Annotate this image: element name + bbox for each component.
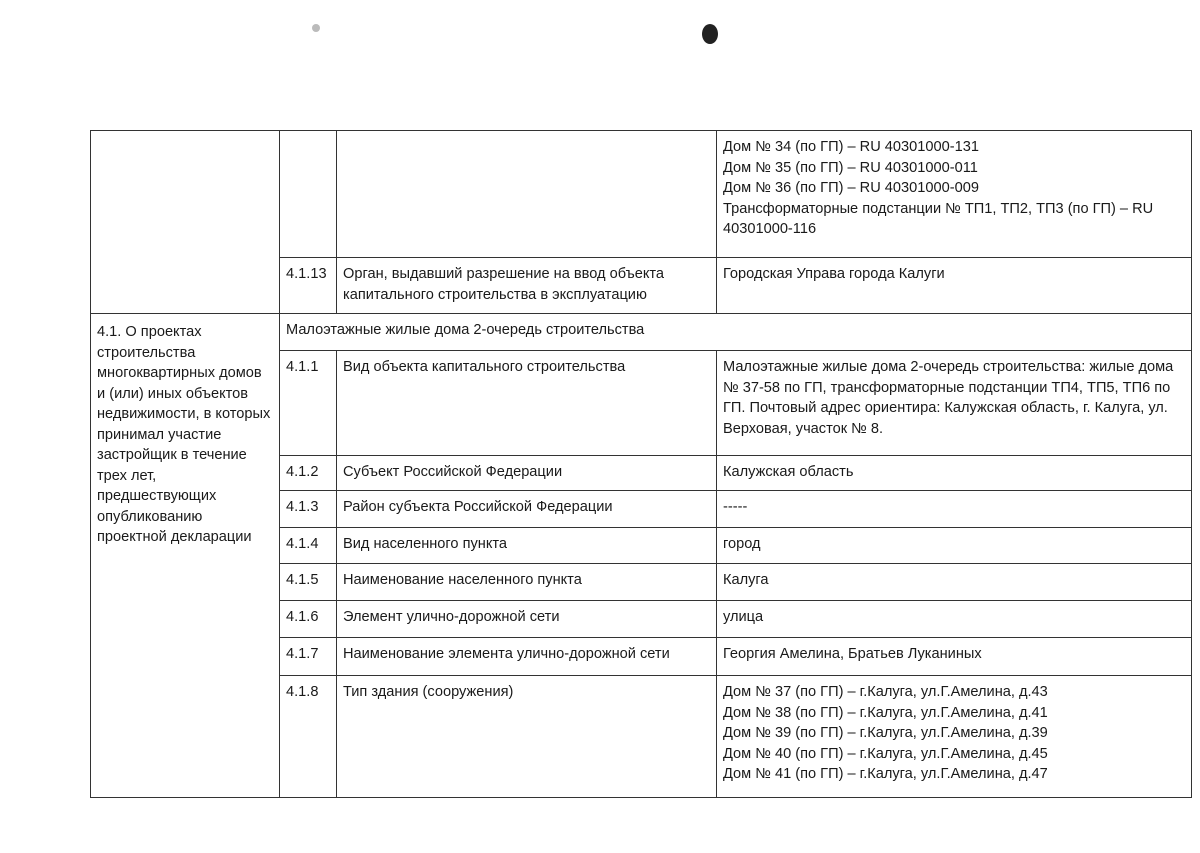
row-value: Калужская область [717,456,1192,491]
section-subheader: Малоэтажные жилые дома 2-очередь строительства [280,314,1192,351]
building-line: Дом № 39 (по ГП) – г.Калуга, ул.Г.Амелина, д.39 [723,725,1048,741]
row-number: 4.1.3 [280,491,337,528]
permit-line: 40301000-116 [723,221,817,237]
row-label: Тип здания (сооружения) [337,676,717,798]
row-label: Вид объекта капитального строительства [337,351,717,456]
row-value: Георгия Амелина, Братьев Луканиных [717,638,1192,676]
row-value: Городская Управа города Калуги [717,258,1192,314]
row-number: 4.1.4 [280,528,337,564]
permit-list-cell [717,131,1192,258]
building-line: Дом № 40 (по ГП) – г.Калуга, ул.Г.Амелина, д.45 [723,745,1048,762]
row-label: Орган, выдавший разрешение на ввод объекта капитального строительства в эксплуатацию [337,258,717,314]
row-number: 4.1.7 [280,638,337,676]
row-number: 4.1.13 [280,258,337,314]
permit-line: Дом № 35 (по ГП) – RU 40301000-011 [723,159,978,176]
scan-speck [702,24,718,44]
permit-line: Дом № 34 (по ГП) – RU 40301000-131 [723,139,979,155]
row-number: 4.1.2 [280,456,337,491]
row-value: город [717,528,1192,564]
building-line: Дом № 37 (по ГП) – г.Калуга, ул.Г.Амелина, д.43 [723,684,1048,700]
building-line: Дом № 38 (по ГП) – г.Калуга, ул.Г.Амелина, д.41 [723,704,1048,721]
row-label: Субъект Российской Федерации [337,456,717,491]
row-label: Наименование элемента улично-дорожной сети [337,638,717,676]
row-label: Вид населенного пункта [337,528,717,564]
empty-cell [337,131,717,258]
row-value: улица [717,601,1192,638]
permit-line: Трансформаторные подстанции № ТП1, ТП2, ТП3 (по ГП) – RU [723,200,1154,217]
section-title: 4.1. О проектах строительства многоквартирных домов и (или) иных объектов недвижимости, в которых принимал участие застройщик в течение трех лет, предшествующих опубликованию проектной декларации [91,314,280,798]
row-value: Малоэтажные жилые дома 2-очередь строительства: жилые дома № 37-58 по ГП, трансформаторные подстанции ТП4, ТП5, ТП6 по ГП. Почтовый адрес ориентира: Калужская область, г. Калуга, ул. Верховая, участок № 8. [717,351,1192,456]
row-number: 4.1.1 [280,351,337,456]
row-value: Калуга [717,564,1192,601]
row-number: 4.1.5 [280,564,337,601]
scan-speck [312,24,320,32]
building-list-cell [717,676,1192,798]
empty-cell [280,131,337,258]
row-label: Район субъекта Российской Федерации [337,491,717,528]
row-number: 4.1.8 [280,676,337,798]
building-line: Дом № 41 (по ГП) – г.Калуга, ул.Г.Амелина, д.47 [723,766,1048,782]
row-value: ----- [717,491,1192,528]
row-label: Элемент улично-дорожной сети [337,601,717,638]
empty-cell [91,131,280,314]
row-label: Наименование населенного пункта [337,564,717,601]
declaration-table [90,130,1192,798]
row-number: 4.1.6 [280,601,337,638]
permit-line: Дом № 36 (по ГП) – RU 40301000-009 [723,180,979,196]
